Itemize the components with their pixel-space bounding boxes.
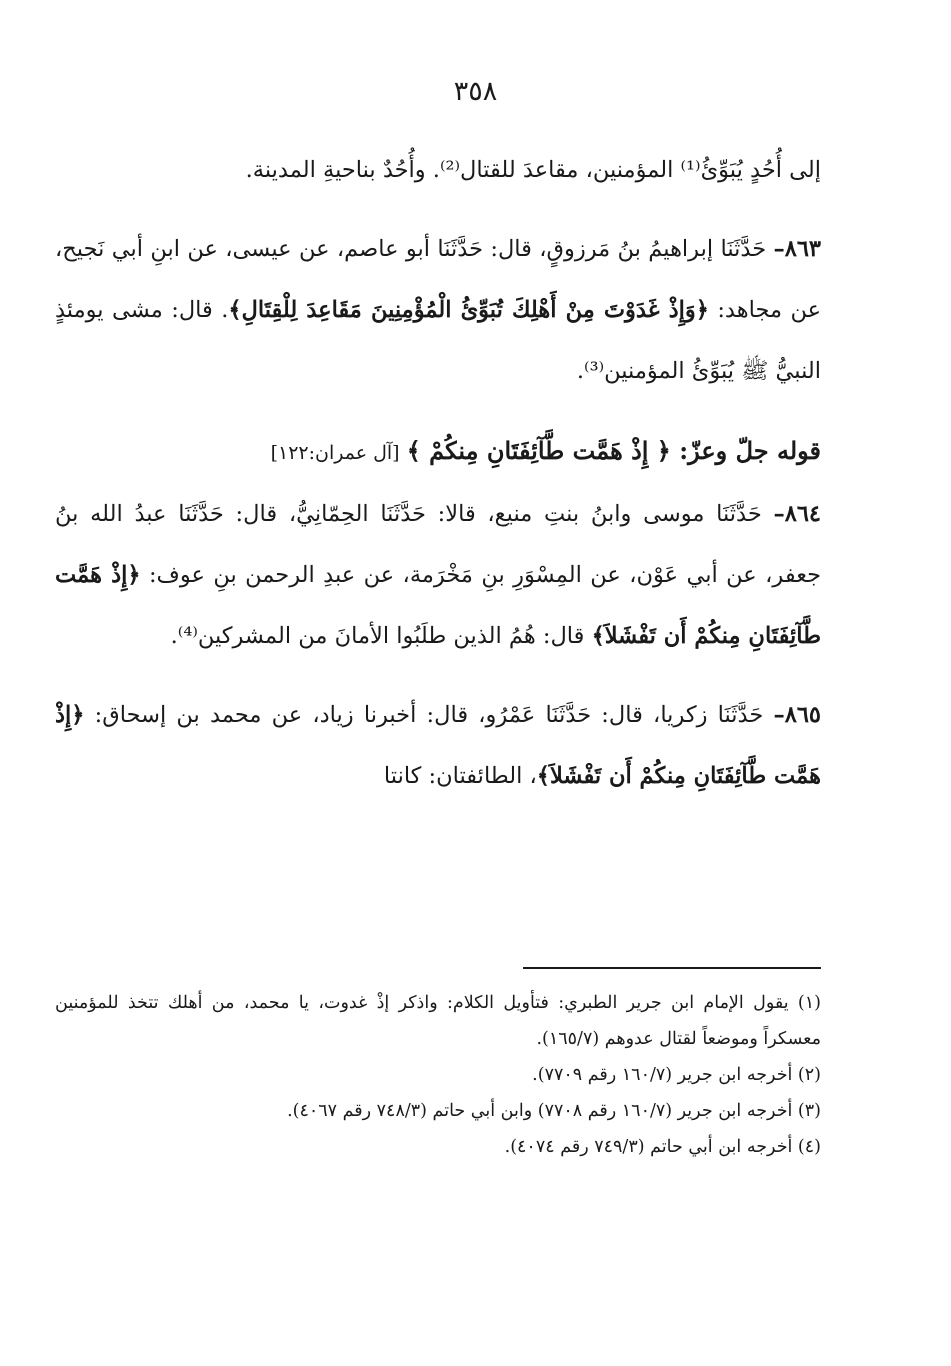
heading-text: قوله جلّ وعزّ: ﴿ إِذْ هَمَّت طَّآئِفَتَانِ مِنكُمْ ﴾ xyxy=(406,436,821,465)
hadith-number: ٨٦٣– xyxy=(773,236,821,262)
hadith-863 xyxy=(55,219,821,402)
quran-verse: ﴿إِذْ هَمَّت طَّآئِفَتَانِ مِنكُمْ أَن تَفْشَلاَ﴾ xyxy=(55,562,821,649)
footnote-4: (٤) أخرجه ابن أبي حاتم (٧٤٩/٣ رقم ٤٠٧٤). xyxy=(504,1137,821,1157)
hadith-number: ٨٦٤– xyxy=(773,501,821,527)
paragraph-intro: إلى أُحُدٍ يُبَوِّئُ⁽¹⁾ المؤمنين، مقاعدَ للقتال⁽²⁾. وأُحُدٌ بناحيةِ المدينة. xyxy=(245,157,821,183)
quran-verse: ﴿وَإِذْ غَدَوْتَ مِنْ أَهْلِكَ تُبَوِّئُ الْمُؤْمِنِينَ مَقَاعِدَ لِلْقِتَالِ﴾ xyxy=(228,297,709,323)
hadith-text: حَدَّثَنَا موسى وابنُ بنتِ منيع، قالا: حَدَّثَنَا الحِمّانِيُّ، قال: حَدَّثَنَا عبدُ الله بنُ جعفر، عن أبي عَوْن، عن المِسْوَرِ بنِ مَخْرَمة، عن عبدِ الرحمن بنِ عوف: xyxy=(55,501,821,588)
footnote-3: (٣) أخرجه ابن جرير (١٦٠/٧ رقم ٧٧٠٨) وابن أبي حاتم (٧٤٨/٣ رقم ٤٠٦٧). xyxy=(287,1101,821,1121)
quran-verse: ﴿إِذْ هَمَّت طَّآئِفَتَانِ مِنكُمْ أَن تَفْشَلاَ﴾ xyxy=(55,702,821,789)
footnote-1: (١) يقول الإمام ابن جرير الطبري: فتأويل الكلام: واذكر إذْ غدوت، يا محمد، من أهلك تتخذ للمؤمنين معسكراً وموضعاً لقتال عدوهم (١٦٥/٧). xyxy=(55,993,821,1049)
footnote-2: (٢) أخرجه ابن جرير (١٦٠/٧ رقم ٧٧٠٩). xyxy=(532,1065,821,1085)
hadith-tail: قال: هُمُ الذين طلَبُوا الأمانَ من المشركين⁽⁴⁾. xyxy=(170,623,592,649)
hadith-text: حَدَّثَنَا زكريا، قال: حَدَّثَنَا عَمْرُو، قال: أخبرنا زياد، عن محمد بن إسحاق: xyxy=(84,702,774,728)
hadith-tail: ، الطائفتان: كانتا xyxy=(383,763,537,789)
main-text xyxy=(55,140,821,807)
hadith-text: حَدَّثَنَا إبراهيمُ بنُ مَرزوقٍ، قال: حَدَّثَنَا أبو عاصم، عن عيسى، عن ابنِ أبي نَجيح، عن مجاهد: xyxy=(55,236,822,323)
hadith-865 xyxy=(55,685,821,807)
page-number: ٣٥٨ xyxy=(453,76,498,107)
hadith-tail: . قال: مشى يومئذٍ النبيُّ ﷺ يُبَوِّئُ المؤمنين⁽³⁾. xyxy=(55,297,821,384)
verse-reference: [آل عمران:١٢٢] xyxy=(270,442,400,464)
section-heading xyxy=(55,420,821,484)
hadith-number: ٨٦٥– xyxy=(773,702,821,728)
footnotes xyxy=(55,985,821,1165)
footnote-divider xyxy=(523,967,821,969)
hadith-864 xyxy=(55,484,821,667)
